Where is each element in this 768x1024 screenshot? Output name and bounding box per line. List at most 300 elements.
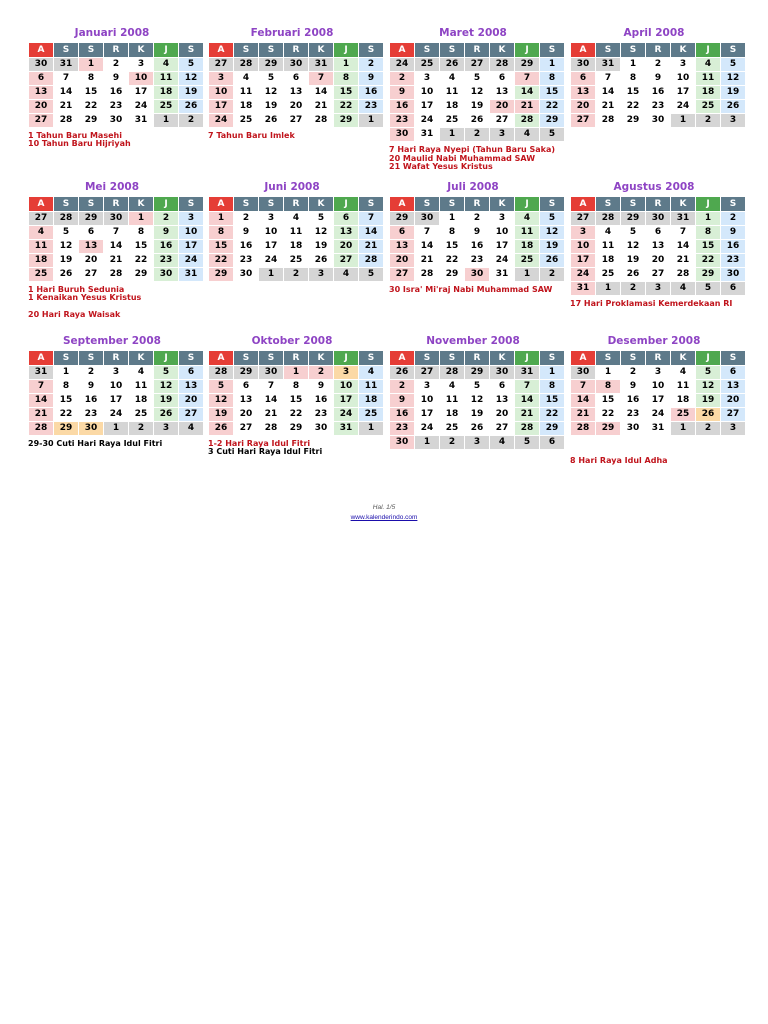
day-cell: 29: [390, 212, 415, 226]
day-cell: 27: [390, 268, 415, 282]
day-cell: 16: [359, 86, 384, 100]
day-cell: 8: [540, 380, 565, 394]
weekday-header-row: [29, 43, 204, 58]
day-cell: 8: [79, 72, 104, 86]
day-cell: 21: [515, 408, 540, 422]
day-cell: 24: [390, 58, 415, 72]
day-cell: 10: [334, 380, 359, 394]
day-cell: 20: [284, 100, 309, 114]
day-cell: 7: [259, 380, 284, 394]
weekday-header: K: [309, 351, 334, 366]
day-cell: 19: [54, 254, 79, 268]
day-cell: 21: [515, 100, 540, 114]
day-cell: 9: [154, 226, 179, 240]
holiday-note: 20 Hari Raya Waisak: [28, 310, 121, 319]
day-cell: 1: [359, 114, 384, 128]
weekday-header: S: [179, 197, 204, 212]
day-cell: 3: [571, 226, 596, 240]
weekday-header: S: [359, 197, 384, 212]
day-cell: 1: [359, 422, 384, 436]
day-cell: 4: [515, 128, 540, 142]
day-cell: 19: [721, 86, 746, 100]
day-cell: 18: [696, 86, 721, 100]
day-cell: 20: [234, 408, 259, 422]
month-block: [28, 180, 196, 282]
day-cell: 6: [390, 226, 415, 240]
day-cell: 22: [129, 254, 154, 268]
day-cell: 3: [179, 212, 204, 226]
holiday-note: 1 Hari Buruh Sedunia: [28, 284, 125, 294]
day-cell: 6: [490, 380, 515, 394]
weekday-header: S: [440, 197, 465, 212]
day-cell: 30: [646, 212, 671, 226]
day-cell: 13: [284, 86, 309, 100]
day-cell: 4: [440, 380, 465, 394]
day-cell: 27: [29, 212, 54, 226]
day-cell: 27: [721, 408, 746, 422]
day-cell: 5: [179, 58, 204, 72]
day-cell: 22: [54, 408, 79, 422]
day-cell: 1: [440, 212, 465, 226]
weekday-header: J: [696, 197, 721, 212]
day-cell: 11: [696, 72, 721, 86]
day-cell: 3: [490, 128, 515, 142]
month-title: September 2008: [63, 335, 161, 347]
week-row: [571, 408, 746, 422]
day-cell: 19: [259, 100, 284, 114]
day-cell: 18: [234, 100, 259, 114]
day-cell: 11: [284, 226, 309, 240]
day-cell: 21: [671, 254, 696, 268]
day-cell: 28: [440, 366, 465, 380]
day-cell: 8: [129, 226, 154, 240]
day-cell: 9: [621, 380, 646, 394]
day-cell: 28: [234, 58, 259, 72]
week-row: [571, 86, 746, 100]
day-cell: 5: [540, 128, 565, 142]
day-cell: 28: [515, 114, 540, 128]
day-cell: 29: [621, 212, 646, 226]
week-row: [390, 58, 565, 72]
weekday-header: A: [29, 351, 54, 366]
day-cell: 3: [415, 72, 440, 86]
week-row: [390, 212, 565, 226]
day-cell: 26: [540, 254, 565, 268]
day-cell: 24: [104, 408, 129, 422]
day-cell: 28: [515, 422, 540, 436]
day-cell: 18: [440, 408, 465, 422]
month-grid: [28, 42, 204, 128]
day-cell: 1: [515, 268, 540, 282]
weekday-header: K: [309, 43, 334, 58]
month-grid: [208, 350, 384, 436]
day-cell: 8: [621, 72, 646, 86]
weekday-header: S: [179, 351, 204, 366]
day-cell: 9: [359, 72, 384, 86]
day-cell: 31: [415, 128, 440, 142]
weekday-header-row: [390, 197, 565, 212]
day-cell: 11: [234, 86, 259, 100]
day-cell: 4: [440, 72, 465, 86]
day-cell: 17: [104, 394, 129, 408]
day-cell: 26: [465, 422, 490, 436]
website-link[interactable]: www.kalenderindo.com: [350, 514, 418, 521]
day-cell: 12: [621, 240, 646, 254]
day-cell: 29: [79, 212, 104, 226]
week-row: [209, 408, 384, 422]
holiday-notes: [208, 440, 408, 457]
weekday-header: S: [259, 351, 284, 366]
day-cell: 25: [29, 268, 54, 282]
day-cell: 3: [721, 114, 746, 128]
day-cell: 6: [334, 212, 359, 226]
holiday-note: 21 Wafat Yesus Kristus: [389, 162, 493, 171]
day-cell: 28: [309, 114, 334, 128]
month-block: [389, 334, 557, 450]
day-cell: 29: [79, 114, 104, 128]
day-cell: 26: [440, 58, 465, 72]
day-cell: 2: [465, 212, 490, 226]
month-block: [28, 334, 196, 436]
month-block: [389, 180, 557, 282]
day-cell: 24: [671, 100, 696, 114]
day-cell: 16: [234, 240, 259, 254]
day-cell: 27: [490, 422, 515, 436]
day-cell: 21: [359, 240, 384, 254]
weekday-header: R: [104, 351, 129, 366]
day-cell: 18: [284, 240, 309, 254]
day-cell: 29: [129, 268, 154, 282]
holiday-notes: [28, 440, 228, 449]
day-cell: 23: [104, 100, 129, 114]
day-cell: 11: [359, 380, 384, 394]
week-row: [571, 240, 746, 254]
week-row: [390, 394, 565, 408]
day-cell: 2: [390, 72, 415, 86]
day-cell: 22: [440, 254, 465, 268]
weekday-header: K: [129, 43, 154, 58]
day-cell: 31: [54, 58, 79, 72]
day-cell: 4: [179, 422, 204, 436]
day-cell: 2: [696, 422, 721, 436]
day-cell: 27: [284, 114, 309, 128]
day-cell: 1: [440, 128, 465, 142]
weekday-header: A: [390, 43, 415, 58]
week-row: [390, 366, 565, 380]
day-cell: 23: [621, 408, 646, 422]
day-cell: 25: [696, 100, 721, 114]
day-cell: 7: [596, 72, 621, 86]
day-cell: 14: [515, 86, 540, 100]
month-grid: [208, 42, 384, 128]
week-row: [29, 100, 204, 114]
day-cell: 7: [671, 226, 696, 240]
day-cell: 30: [234, 268, 259, 282]
day-cell: 13: [334, 226, 359, 240]
month-block: [208, 334, 376, 436]
day-cell: 30: [571, 366, 596, 380]
week-row: [29, 366, 204, 380]
day-cell: 8: [284, 380, 309, 394]
day-cell: 8: [596, 380, 621, 394]
day-cell: 10: [490, 226, 515, 240]
day-cell: 1: [104, 422, 129, 436]
day-cell: 12: [721, 72, 746, 86]
day-cell: 24: [209, 114, 234, 128]
day-cell: 2: [129, 422, 154, 436]
day-cell: 12: [696, 380, 721, 394]
day-cell: 8: [540, 72, 565, 86]
day-cell: 5: [540, 212, 565, 226]
day-cell: 18: [515, 240, 540, 254]
day-cell: 27: [209, 58, 234, 72]
weekday-header: J: [334, 351, 359, 366]
day-cell: 10: [646, 380, 671, 394]
day-cell: 28: [571, 422, 596, 436]
day-cell: 23: [154, 254, 179, 268]
day-cell: 18: [671, 394, 696, 408]
day-cell: 3: [129, 58, 154, 72]
day-cell: 16: [646, 86, 671, 100]
weekday-header: A: [390, 351, 415, 366]
day-cell: 30: [104, 212, 129, 226]
day-cell: 28: [54, 212, 79, 226]
weekday-header: S: [54, 197, 79, 212]
day-cell: 7: [359, 212, 384, 226]
day-cell: 19: [179, 86, 204, 100]
day-cell: 8: [440, 226, 465, 240]
day-cell: 29: [234, 366, 259, 380]
month-title: April 2008: [623, 27, 685, 39]
day-cell: 2: [104, 58, 129, 72]
week-row: [390, 380, 565, 394]
day-cell: 29: [54, 422, 79, 436]
day-cell: 9: [309, 380, 334, 394]
day-cell: 15: [129, 240, 154, 254]
day-cell: 12: [309, 226, 334, 240]
day-cell: 19: [465, 408, 490, 422]
holiday-note: 17 Hari Proklamasi Kemerdekaan RI: [570, 299, 733, 308]
day-cell: 30: [390, 128, 415, 142]
day-cell: 3: [646, 366, 671, 380]
day-cell: 20: [179, 394, 204, 408]
day-cell: 17: [571, 254, 596, 268]
day-cell: 4: [515, 212, 540, 226]
day-cell: 26: [154, 408, 179, 422]
day-cell: 19: [309, 240, 334, 254]
day-cell: 28: [104, 268, 129, 282]
day-cell: 10: [571, 240, 596, 254]
week-row: [29, 254, 204, 268]
day-cell: 29: [284, 422, 309, 436]
day-cell: 9: [721, 226, 746, 240]
day-cell: 3: [309, 268, 334, 282]
day-cell: 13: [490, 394, 515, 408]
day-cell: 24: [490, 254, 515, 268]
day-cell: 4: [284, 212, 309, 226]
holiday-note: 8 Hari Raya Idul Adha: [570, 455, 668, 465]
day-cell: 20: [334, 240, 359, 254]
holiday-note: 1 Kenaikan Yesus Kristus: [28, 293, 142, 302]
weekday-header: S: [259, 43, 284, 58]
day-cell: 16: [79, 394, 104, 408]
day-cell: 13: [721, 380, 746, 394]
day-cell: 27: [234, 422, 259, 436]
day-cell: 28: [54, 114, 79, 128]
day-cell: 3: [415, 380, 440, 394]
day-cell: 22: [540, 100, 565, 114]
day-cell: 10: [129, 72, 154, 86]
weekday-header-row: [390, 351, 565, 366]
day-cell: 5: [721, 58, 746, 72]
day-cell: 9: [465, 226, 490, 240]
weekday-header: S: [79, 43, 104, 58]
day-cell: 30: [465, 268, 490, 282]
month-grid: [389, 196, 565, 282]
day-cell: 17: [209, 100, 234, 114]
holiday-notes: [208, 132, 408, 141]
weekday-header: J: [154, 197, 179, 212]
day-cell: 21: [259, 408, 284, 422]
day-cell: 19: [154, 394, 179, 408]
day-cell: 15: [284, 394, 309, 408]
day-cell: 3: [721, 422, 746, 436]
holiday-notes: [570, 440, 768, 466]
day-cell: 4: [671, 282, 696, 296]
week-row: [390, 72, 565, 86]
day-cell: 31: [29, 366, 54, 380]
day-cell: 30: [79, 422, 104, 436]
weekday-header: S: [54, 43, 79, 58]
week-row: [571, 394, 746, 408]
day-cell: 5: [259, 72, 284, 86]
week-row: [29, 394, 204, 408]
weekday-header: R: [646, 43, 671, 58]
day-cell: 6: [646, 226, 671, 240]
week-row: [209, 212, 384, 226]
day-cell: 4: [154, 58, 179, 72]
day-cell: 28: [415, 268, 440, 282]
day-cell: 24: [179, 254, 204, 268]
week-row: [571, 226, 746, 240]
day-cell: 14: [29, 394, 54, 408]
day-cell: 1: [284, 366, 309, 380]
day-cell: 29: [596, 422, 621, 436]
day-cell: 18: [29, 254, 54, 268]
day-cell: 15: [540, 394, 565, 408]
day-cell: 2: [359, 58, 384, 72]
day-cell: 25: [596, 268, 621, 282]
weekday-header: K: [129, 197, 154, 212]
day-cell: 29: [334, 114, 359, 128]
week-row: [209, 240, 384, 254]
day-cell: 11: [129, 380, 154, 394]
day-cell: 2: [621, 366, 646, 380]
day-cell: 26: [696, 408, 721, 422]
day-cell: 21: [29, 408, 54, 422]
week-row: [571, 268, 746, 282]
month-block: [389, 26, 557, 142]
day-cell: 7: [54, 72, 79, 86]
week-row: [209, 254, 384, 268]
day-cell: 23: [309, 408, 334, 422]
weekday-header: S: [621, 197, 646, 212]
day-cell: 20: [721, 394, 746, 408]
day-cell: 1: [79, 58, 104, 72]
weekday-header: A: [29, 43, 54, 58]
week-row: [209, 86, 384, 100]
day-cell: 7: [515, 380, 540, 394]
weekday-header: S: [721, 351, 746, 366]
week-row: [390, 86, 565, 100]
day-cell: 4: [490, 436, 515, 450]
weekday-header: K: [129, 351, 154, 366]
day-cell: 5: [154, 366, 179, 380]
weekday-header: S: [415, 351, 440, 366]
day-cell: 19: [540, 240, 565, 254]
day-cell: 23: [79, 408, 104, 422]
month-title: Juli 2008: [447, 181, 499, 193]
day-cell: 31: [571, 282, 596, 296]
day-cell: 8: [54, 380, 79, 394]
month-block: [570, 334, 738, 436]
month-block: [570, 180, 738, 296]
day-cell: 25: [415, 58, 440, 72]
day-cell: 25: [515, 254, 540, 268]
day-cell: 28: [671, 268, 696, 282]
day-cell: 2: [540, 268, 565, 282]
day-cell: 29: [540, 114, 565, 128]
day-cell: 26: [54, 268, 79, 282]
week-row: [29, 114, 204, 128]
weekday-header: R: [284, 197, 309, 212]
weekday-header: S: [54, 351, 79, 366]
week-row: [571, 422, 746, 436]
weekday-header: R: [465, 351, 490, 366]
day-cell: 11: [440, 86, 465, 100]
day-cell: 12: [465, 394, 490, 408]
day-cell: 30: [490, 366, 515, 380]
day-cell: 16: [721, 240, 746, 254]
holiday-note: 30 Isra' Mi'raj Nabi Muhammad SAW: [389, 284, 553, 294]
day-cell: 29: [696, 268, 721, 282]
day-cell: 17: [179, 240, 204, 254]
weekday-header: S: [621, 43, 646, 58]
day-cell: 20: [390, 254, 415, 268]
day-cell: 23: [465, 254, 490, 268]
day-cell: 12: [259, 86, 284, 100]
week-row: [29, 408, 204, 422]
day-cell: 24: [259, 254, 284, 268]
day-cell: 12: [465, 86, 490, 100]
day-cell: 23: [646, 100, 671, 114]
day-cell: 16: [621, 394, 646, 408]
day-cell: 25: [234, 114, 259, 128]
weekday-header: R: [104, 43, 129, 58]
week-row: [390, 408, 565, 422]
day-cell: 6: [284, 72, 309, 86]
day-cell: 1: [621, 58, 646, 72]
weekday-header-row: [390, 43, 565, 58]
day-cell: 21: [54, 100, 79, 114]
weekday-header: K: [671, 197, 696, 212]
weekday-header-row: [571, 351, 746, 366]
day-cell: 22: [621, 100, 646, 114]
day-cell: 12: [540, 226, 565, 240]
day-cell: 30: [390, 436, 415, 450]
week-row: [209, 422, 384, 436]
day-cell: 11: [596, 240, 621, 254]
